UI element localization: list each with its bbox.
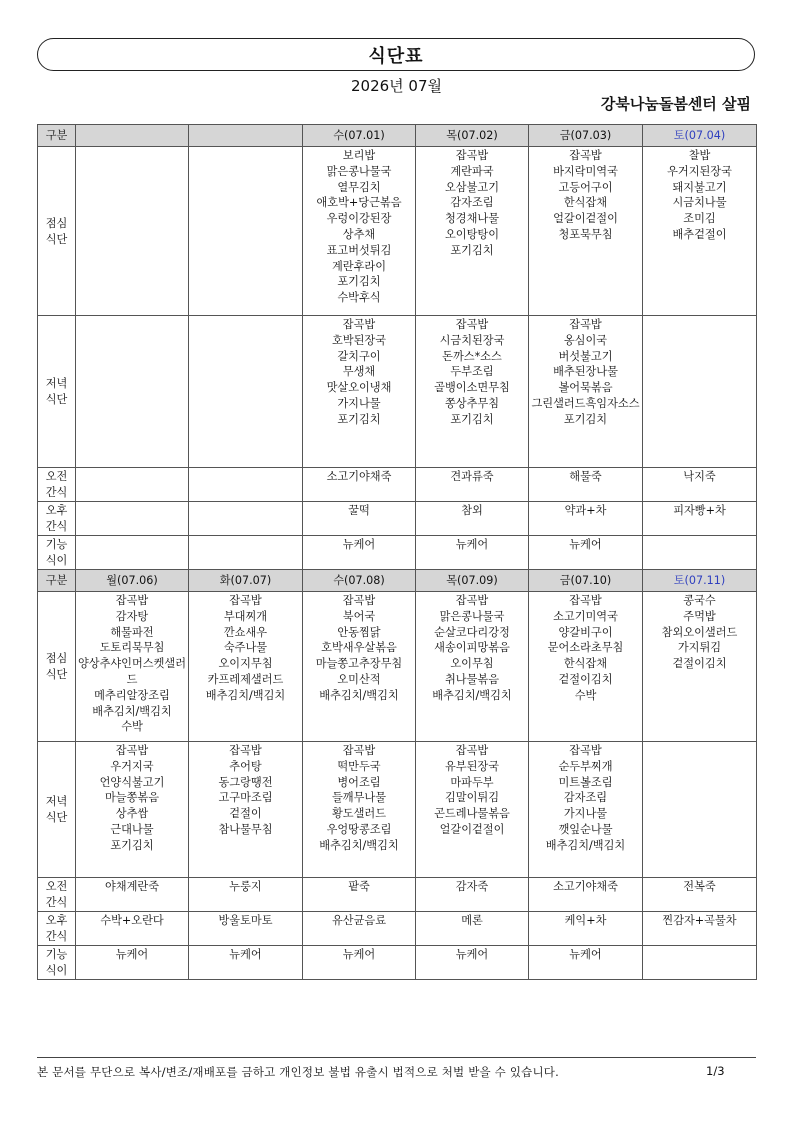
dinner-cell [529, 742, 643, 878]
menu-item: 두부조림 [450, 365, 494, 379]
dinner-cell [643, 316, 757, 468]
menu-item: 겉절이김치 [558, 672, 613, 686]
menu-item: 해물파전 [110, 625, 154, 639]
menu-item: 포기김치 [110, 838, 154, 852]
menu-item: 우거지된장국 [667, 164, 732, 178]
menu-item: 맑은콩나물국 [326, 164, 392, 178]
menu-item: 잡곡밥 [115, 594, 149, 607]
menu-item: 잡곡밥 [455, 744, 489, 757]
menu-item: 병어조림 [337, 775, 381, 789]
lunch-cell [416, 147, 529, 316]
menu-item: 오삼불고기 [444, 180, 500, 194]
menu-item: 애호박+당근볶음 [316, 196, 402, 210]
pm_snack-cell [189, 502, 303, 536]
menu-item: 잡곡밥 [229, 594, 262, 607]
pm_snack-cell [76, 502, 189, 536]
menu-item: 찰밥 [688, 149, 711, 162]
menu-item: 케익+차 [564, 914, 607, 927]
lunch-cell [643, 147, 757, 316]
lunch-cell [529, 147, 643, 316]
am_snack-row [38, 468, 757, 502]
functional-row [38, 946, 757, 980]
header-row [38, 570, 757, 592]
row-label-pm_snack: 오후 간식 [38, 502, 76, 536]
menu-item: 쫑상추무침 [444, 396, 500, 410]
row-label-dinner: 저녁 식단 [38, 316, 76, 468]
row-label-lunch: 점심 식단 [38, 592, 76, 742]
menu-item: 숙주나물 [223, 641, 268, 655]
menu-item: 포기김치 [337, 412, 381, 426]
period: 2026년 07월 [350, 77, 442, 95]
dinner-cell [643, 742, 757, 878]
menu-item: 곤드레나물볶음 [434, 807, 510, 821]
dinner-row [38, 742, 757, 878]
dinner-cell [189, 316, 303, 468]
menu-item: 방울토마토 [218, 914, 273, 927]
pm_snack-cell [529, 912, 643, 946]
menu-item: 마파두부 [450, 775, 494, 789]
functional-cell [189, 536, 303, 570]
menu-item: 잡곡밥 [569, 149, 602, 162]
menu-item: 누룽지 [229, 880, 262, 893]
menu-item: 문어소라초무침 [547, 641, 624, 655]
lunch-cell [303, 592, 416, 742]
menu-item: 청경채나물 [444, 212, 500, 226]
functional-cell [189, 946, 303, 980]
menu-item: 해물죽 [569, 470, 602, 483]
menu-item: 보리밥 [342, 149, 376, 162]
menu-item: 새송이피망볶음 [434, 641, 510, 655]
menu-item: 언양식불고기 [99, 775, 165, 789]
dinner-cell [76, 742, 189, 878]
menu-item: 잡곡밥 [342, 744, 376, 757]
menu-item: 콩국수 [683, 594, 716, 607]
menu-item: 계란파국 [450, 164, 494, 178]
menu-item: 카프레제샐러드 [207, 672, 284, 686]
functional-row [38, 536, 757, 570]
menu-item: 잡곡밥 [342, 318, 376, 331]
menu-item: 순두부찌개 [558, 759, 613, 773]
day-header: 월(07.06) [76, 570, 189, 592]
menu-item: 견과류죽 [450, 470, 494, 483]
menu-item: 안동찜닭 [337, 625, 381, 639]
menu-item: 김말이튀김 [444, 791, 500, 805]
menu-item: 수박 [121, 720, 143, 734]
menu-item: 잡곡밥 [569, 594, 602, 607]
menu-item: 깻잎순나물 [558, 822, 613, 836]
menu-item: 감자탕 [115, 609, 149, 623]
menu-item: 부대찌개 [223, 609, 268, 623]
menu-item: 포기김치 [563, 412, 608, 426]
menu-item: 배추김치/백김치 [319, 688, 399, 702]
day-header: 목(07.09) [416, 570, 529, 592]
menu-item: 포기김치 [337, 275, 381, 289]
menu-item: 얼갈이겉절이 [553, 212, 618, 226]
menu-item: 팥죽 [348, 880, 370, 893]
row-label-functional: 기능 식이 [38, 946, 76, 980]
day-header: 금(07.03) [529, 125, 643, 147]
menu-item: 잡곡밥 [455, 318, 489, 331]
menu-item: 오이탕탕이 [444, 227, 500, 241]
menu-item: 고구마조림 [218, 791, 273, 805]
menu-item: 도토리묵무침 [99, 641, 165, 655]
menu-item: 마늘쫑고추장무침 [315, 657, 403, 671]
menu-item: 옹심이국 [563, 333, 608, 347]
dinner-cell [416, 742, 529, 878]
footer-notice: 본 문서를 무단으로 복사/변조/재배포를 금하고 개인정보 불법 유출시 법적으로 처벌 받을 수 있습니다. [37, 1065, 559, 1079]
menu-item: 잡곡밥 [342, 594, 376, 607]
menu-item: 뉴케어 [115, 948, 149, 961]
menu-item: 호박새우살볶음 [321, 641, 397, 655]
menu-item: 포기김치 [450, 243, 494, 257]
am_snack-cell [643, 468, 757, 502]
menu-item: 배추김치/백김치 [319, 838, 399, 852]
menu-item: 참외오이샐러드 [661, 625, 738, 639]
menu-item: 겉절이김치 [672, 657, 727, 671]
menu-item: 맛살오이냉채 [326, 381, 392, 395]
menu-item: 열무김치 [337, 180, 381, 194]
am_snack-cell [529, 468, 643, 502]
dinner-cell [303, 742, 416, 878]
dinner-cell [529, 316, 643, 468]
lunch-cell [643, 592, 757, 742]
pm_snack-cell [303, 912, 416, 946]
menu-item: 뉴케어 [229, 948, 262, 961]
menu-item: 소고기야채죽 [553, 880, 618, 893]
menu-item: 잡곡밥 [569, 744, 602, 757]
am_snack-cell [416, 878, 529, 912]
menu-item: 취나물볶음 [444, 672, 500, 686]
menu-item: 잡곡밥 [115, 744, 149, 757]
menu-item: 참나물무침 [218, 822, 273, 836]
menu-item: 약과+차 [564, 504, 607, 517]
menu-item: 표고버섯튀김 [326, 243, 392, 257]
menu-item: 양갈비구이 [558, 625, 613, 639]
functional-cell [303, 536, 416, 570]
pm_snack-row [38, 912, 757, 946]
menu-item: 호박된장국 [331, 333, 387, 347]
menu-item: 야채계란죽 [104, 880, 160, 893]
pm_snack-cell [416, 502, 529, 536]
menu-item: 유부된장국 [444, 759, 500, 773]
menu-item: 계란후라이 [331, 259, 387, 273]
menu-item: 오이지무침 [218, 657, 273, 671]
menu-item: 갈치구이 [337, 349, 381, 363]
dinner-cell [303, 316, 416, 468]
day-header: 수(07.01) [303, 125, 416, 147]
lunch-row [38, 592, 757, 742]
menu-item: 가지나물 [337, 396, 381, 410]
functional-cell [529, 946, 643, 980]
menu-item: 청포묵무침 [558, 227, 613, 241]
menu-item: 잡곡밥 [455, 149, 489, 162]
dinner-row [38, 316, 757, 468]
menu-item: 황도샐러드 [331, 807, 387, 821]
menu-item: 잡곡밥 [569, 318, 602, 331]
menu-item: 깐쇼새우 [223, 625, 268, 639]
menu-item: 소고기미역국 [553, 609, 618, 623]
menu-item: 겉절이 [229, 807, 262, 821]
menu-item: 바지락미역국 [553, 164, 618, 178]
row-label-pm_snack: 오후 간식 [38, 912, 76, 946]
menu-item: 뉴케어 [569, 948, 602, 961]
row-label-header: 구분 [38, 125, 76, 147]
functional-cell [529, 536, 643, 570]
menu-item: 동그랑땡전 [218, 775, 273, 789]
am_snack-cell [303, 878, 416, 912]
menu-item: 전복죽 [683, 880, 716, 893]
am_snack-cell [416, 468, 529, 502]
day-header [189, 125, 303, 147]
menu-item: 고등어구이 [558, 180, 613, 194]
am_snack-cell [643, 878, 757, 912]
menu-item: 뉴케어 [569, 538, 602, 551]
menu-item: 뉴케어 [342, 538, 376, 551]
footer-divider [37, 1057, 756, 1058]
am_snack-cell [189, 878, 303, 912]
menu-item: 가지튀김 [677, 641, 722, 655]
menu-table [37, 124, 757, 980]
menu-item: 찐감자+곡물차 [662, 914, 737, 927]
functional-cell [416, 536, 529, 570]
menu-item: 들깨무나물 [331, 791, 387, 805]
header-row [38, 125, 757, 147]
menu-item: 무생채 [342, 365, 376, 379]
pm_snack-cell [643, 912, 757, 946]
pm_snack-cell [303, 502, 416, 536]
menu-item: 배추김치/백김치 [205, 688, 286, 702]
am_snack-cell [529, 878, 643, 912]
menu-item: 상추쌈 [115, 807, 149, 821]
row-label-dinner: 저녁 식단 [38, 742, 76, 878]
lunch-cell [303, 147, 416, 316]
menu-item: 뉴케어 [455, 948, 489, 961]
lunch-cell [189, 147, 303, 316]
menu-item: 오이무침 [450, 657, 494, 671]
menu-item: 주먹밥 [683, 609, 716, 623]
menu-item: 배추겉절이 [672, 227, 727, 241]
menu-item: 마늘쫑볶음 [104, 791, 160, 805]
menu-item: 소고기야채죽 [326, 470, 392, 483]
menu-item: 뉴케어 [455, 538, 489, 551]
menu-item: 떡만두국 [337, 759, 381, 773]
day-header: 수(07.08) [303, 570, 416, 592]
menu-item: 감자죽 [455, 880, 489, 893]
menu-item: 그린샐러드흑임자소스 [531, 396, 640, 410]
functional-cell [76, 946, 189, 980]
menu-item: 메론 [461, 914, 483, 927]
lunch-cell [416, 592, 529, 742]
document-title [37, 38, 755, 71]
functional-cell [643, 536, 757, 570]
menu-item: 우거지국 [110, 759, 154, 773]
am_snack-cell [76, 878, 189, 912]
pm_snack-cell [529, 502, 643, 536]
am_snack-row [38, 878, 757, 912]
functional-cell [303, 946, 416, 980]
menu-item: 배추김치/백김치 [92, 704, 172, 718]
lunch-cell [76, 592, 189, 742]
menu-item: 수박+오란다 [100, 914, 164, 927]
menu-item: 낙지죽 [683, 470, 716, 483]
day-header: 금(07.10) [529, 570, 643, 592]
am_snack-cell [189, 468, 303, 502]
day-header: 토(07.11) [643, 570, 757, 592]
menu-item: 잡곡밥 [229, 744, 262, 757]
menu-item: 얼갈이겉절이 [439, 822, 505, 836]
lunch-cell [189, 592, 303, 742]
menu-item: 우엉땅콩조림 [326, 822, 392, 836]
menu-item: 맑은콩나물국 [439, 609, 505, 623]
menu-item: 감자조림 [563, 791, 608, 805]
day-header: 목(07.02) [416, 125, 529, 147]
dinner-cell [76, 316, 189, 468]
functional-cell [416, 946, 529, 980]
row-label-am_snack: 오전 간식 [38, 878, 76, 912]
menu-item: 수박 [574, 688, 597, 702]
menu-item: 시금치된장국 [439, 333, 505, 347]
menu-item: 시금치나물 [672, 196, 727, 210]
pm_snack-cell [189, 912, 303, 946]
am_snack-cell [303, 468, 416, 502]
menu-item: 근대나물 [110, 822, 154, 836]
menu-item: 버섯불고기 [558, 349, 613, 363]
row-label-lunch: 점심 식단 [38, 147, 76, 316]
lunch-cell [529, 592, 643, 742]
menu-item: 한식잡채 [563, 657, 608, 671]
menu-item: 배추된장나물 [553, 365, 618, 379]
menu-item: 잡곡밥 [455, 594, 489, 607]
menu-item: 수박후식 [337, 291, 381, 305]
pm_snack-cell [643, 502, 757, 536]
menu-item: 가지나물 [563, 807, 608, 821]
functional-cell [76, 536, 189, 570]
menu-item: 배추김치/백김치 [545, 838, 626, 852]
menu-item: 북어국 [342, 609, 376, 623]
pm_snack-row [38, 502, 757, 536]
day-header: 화(07.07) [189, 570, 303, 592]
menu-item: 유산균음료 [331, 914, 387, 927]
menu-item: 꿀떡 [348, 504, 370, 517]
lunch-row [38, 147, 757, 316]
functional-cell [643, 946, 757, 980]
pm_snack-cell [76, 912, 189, 946]
menu-item: 볼어묵볶음 [558, 381, 613, 395]
row-label-header: 구분 [38, 570, 76, 592]
dinner-cell [189, 742, 303, 878]
menu-item: 돼지불고기 [672, 180, 727, 194]
row-label-functional: 기능 식이 [38, 536, 76, 570]
menu-item: 포기김치 [450, 412, 494, 426]
page-number: 1/3 [706, 1064, 725, 1078]
menu-item: 양상추샤인머스켓샐러드 [77, 657, 187, 686]
menu-item: 오미산적 [337, 672, 381, 686]
menu-item: 골뱅이소면무침 [434, 381, 510, 395]
menu-item: 메추리알장조림 [94, 688, 170, 702]
lunch-cell [76, 147, 189, 316]
menu-item: 뉴케어 [342, 948, 376, 961]
menu-item: 배추김치/백김치 [432, 688, 512, 702]
row-label-am_snack: 오전 간식 [38, 468, 76, 502]
menu-item: 한식잡채 [563, 196, 608, 210]
center-name: 강북나눔돌봄센터 살핌 [600, 95, 751, 113]
menu-item: 참외 [461, 504, 483, 517]
menu-item: 순살코다리강정 [434, 625, 510, 639]
menu-item: 감자조림 [450, 196, 494, 210]
menu-item: 돈까스*소스 [442, 349, 502, 363]
day-header: 토(07.04) [643, 125, 757, 147]
menu-item: 추어탕 [229, 759, 262, 773]
menu-item: 조미김 [683, 212, 716, 226]
pm_snack-cell [416, 912, 529, 946]
am_snack-cell [76, 468, 189, 502]
menu-item: 미트볼조림 [558, 775, 613, 789]
dinner-cell [416, 316, 529, 468]
day-header [76, 125, 189, 147]
title-text: 식단표 [368, 45, 424, 67]
menu-item: 피자빵+차 [673, 504, 726, 517]
menu-item: 상추채 [342, 227, 376, 241]
menu-item: 우렁이강된장 [326, 212, 392, 226]
